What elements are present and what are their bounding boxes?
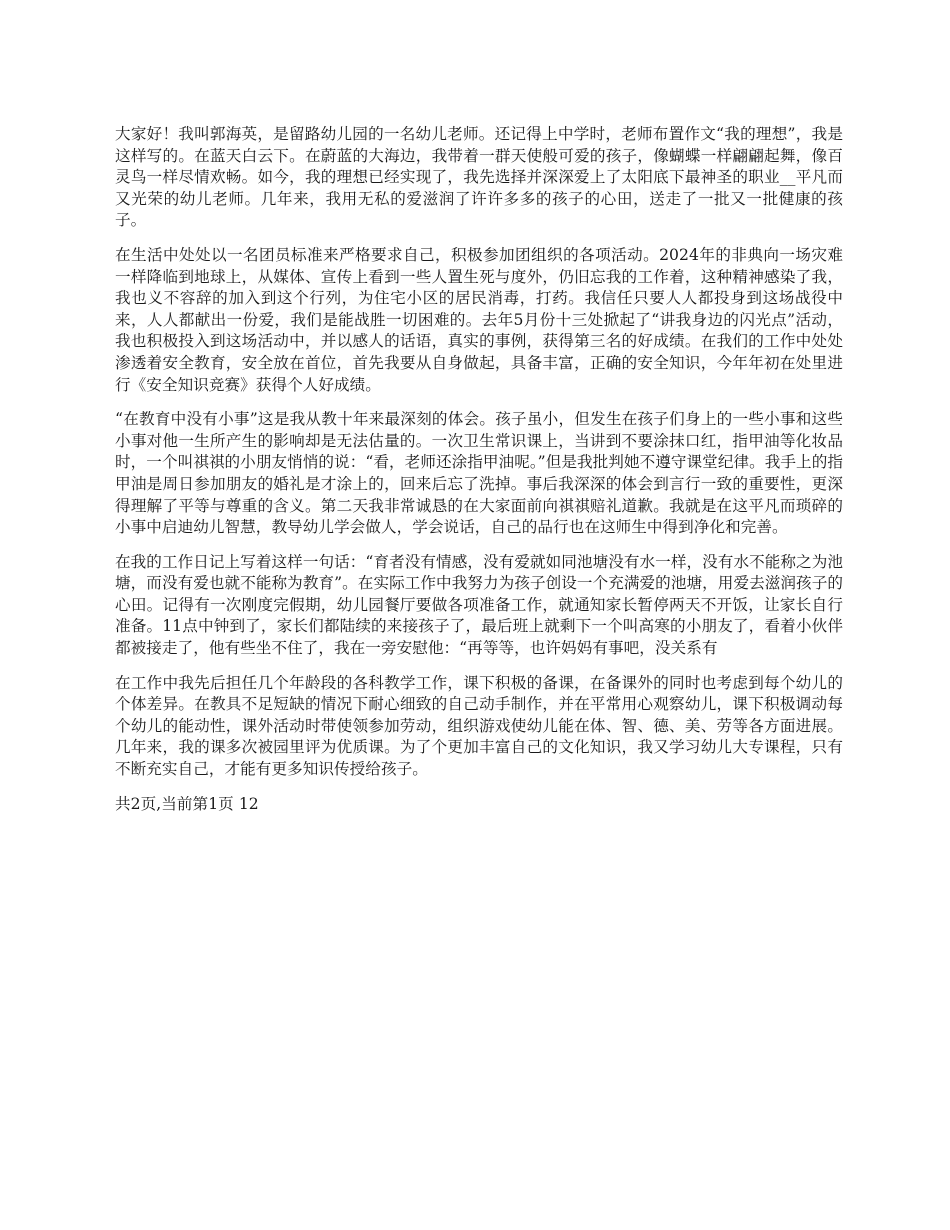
paragraph-3: “在教育中没有小事”这是我从教十年来最深刻的体会。孩子虽小，但发生在孩子们身上的一些小事和这些小事对他一生所产生的影响却是无法估量的。一次卫生常识课上，当讲到不要涂抹口红，指甲油等化妆品时，一个叫祺祺的小朋友悄悄的说：“看，老师还涂指甲油呢。”但是我批判她不遵守课堂纪律。我手上的指甲油是周日参加朋友的婚礼是才涂上的，回来后忘了洗掉。事后我深深的体会到言行一致的重要性，更深得理解了平等与尊重的含义。第二天我非常诚恳的在大家面前向祺祺赔礼道歉。我就是在这平凡而琐碎的小事中启迪幼儿智慧，教导幼儿学会做人，学会说话，自己的品行也在这师生中得到净化和完善。 [115, 410, 843, 537]
paragraph-5: 在工作中我先后担任几个年龄段的各科教学工作，课下积极的备课，在备课外的同时也考虑到每个幼儿的个体差异。在教具不足短缺的情况下耐心细致的自己动手制作，并在平常用心观察幼儿，课下积极调动每个幼儿的能动性，课外活动时带使领参加劳动，组织游戏使幼儿能在体、智、德、美、劳等各方面进展。几年来，我的课多次被园里评为优质课。为了个更加丰富自己的文化知识，我又学习幼儿大专课程，只有不断充实自己，才能有更多知识传授给孩子。 [115, 673, 843, 779]
paragraph-4: 在我的工作日记上写着这样一句话：“育者没有情感，没有爱就如同池塘没有水一样，没有水不能称之为池塘，而没有爱也就不能称为教育”。在实际工作中我努力为孩子创设一个充满爱的池塘，用爱去滋润孩子的心田。记得有一次刚度完假期，幼儿园餐厅要做各项准备工作，就通知家长暂停两天不开饭，让家长自行准备。11点中钟到了，家长们都陆续的来接孩子了，最后班上就剩下一个叫高寒的小朋友了，看着小伙伴都被接走了，他有些坐不住了，我在一旁安慰他：“再等等，也许妈妈有事吧，没关系有 [115, 552, 843, 658]
paragraph-1: 大家好！我叫郭海英，是留路幼儿园的一名幼儿老师。还记得上中学时，老师布置作文“我的理想”，我是这样写的。在蓝天白云下。在蔚蓝的大海边，我带着一群天使般可爱的孩子，像蝴蝶一样翩翩起舞，像百灵鸟一样尽情欢畅。如今，我的理想已经实现了，我先选择并深深爱上了太阳底下最神圣的职业__平凡而又光荣的幼儿老师。几年来，我用无私的爱滋润了许许多多的孩子的心田，送走了一批又一批健康的孩子。 [115, 125, 843, 230]
paragraph-2: 在生活中处处以一名团员标准来严格要求自己，积极参加团组织的各项活动。2024年的非典向一场灾难一样降临到地球上，从媒体、宣传上看到一些人置生死与度外，仍旧忘我的工作着，这种精神感染了我，我也义不容辞的加入到这个行列，为住宅小区的居民消毒，打药。我信任只要人人都投身到这场战役中来，人人都献出一份爱，我们是能战胜一切困难的。去年5月份十三处掀起了“讲我身边的闪光点”活动，我也积极投入到这场活动中，并以感人的话语，真实的事例，获得第三名的好成绩。在我们的工作中处处渗透着安全教育，安全放在首位，首先我要从自身做起，具备丰富，正确的安全知识，今年年初在处里进行《安全知识竞赛》获得个人好成绩。 [115, 245, 843, 394]
document-body [115, 124, 843, 828]
page-footer: 共2页,当前第1页 12 [115, 794, 259, 813]
